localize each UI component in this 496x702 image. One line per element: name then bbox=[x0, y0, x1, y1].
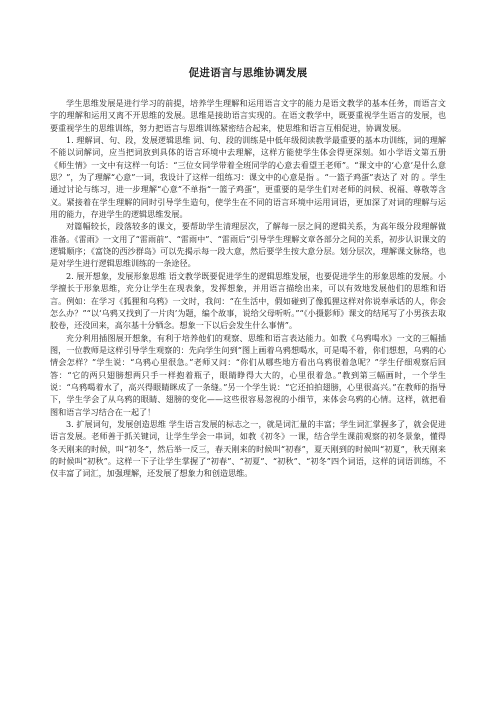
document-body bbox=[50, 97, 446, 480]
paragraph-illustrations: 充分利用插图展开想象，有利于培养他们的观察、思维和语言表达能力。如教《乌鸦喝水》一文的三幅插图，一位教师是这样引导学生观察的：先向学生问到“图上画着乌鸦想喝水，可是喝不着，你们想想，乌鸦的心情会怎样？”学生说：“乌鸦心里很急。”老师又问：“你们从哪些地方看出乌鸦很着急呢？”学生仔细观察后回答：“它的两只翅膀想两只手一样抱着瓶子，眼睛睁得大大的，心里很着急。”教到第三幅画时，一个学生说：“乌鸦喝着水了，高兴得眼睛眯成了一条缝。”另一个学生说：“它还拍拍翅膀，心里很高兴。”在教师的指导下，学生学会了从乌鸦的眼睛、翅膀的变化——这些很容易忽视的小细节，来体会乌鸦的心情。这样，就把看图和语言学习结合在一起了！ bbox=[50, 332, 446, 417]
paragraph-logic-thinking: 1. 理解词、句、段，发展逻辑思维 词、句、段的训练是中低年级阅读教学最重要的基本功训练，词的理解不能以词解词，应当把词放到具体的语言环境中去理解，这样方能使学生体会得更深刻。如小学语文第五册《师生情》一文中有这样一句话：“三位女同学带着全班同学的心意去看望王老师”。“课文中的‘心意’是什么意思？”，为了理解“心意”一词，我设计了这样一组练习：课文中的心意是指 。“一篮子鸡蛋”表达了 对 的 。学生通过讨论与练习，进一步理解“心意”不单指“一篮子鸡蛋”，更重要的是学生们对老师的问候、祝福、尊敬等含义。紧接着在学生理解的同时引导学生造句，使学生在不同的语言环境中运用词语，更加深了对词的理解与运用的能力，存进学生的逻辑思维发展。 bbox=[50, 135, 446, 220]
paragraph-vocabulary: 3. 扩展词句，发展创造思维 学生语言发展的标志之一，就是词汇量的丰富；学生词汇掌握多了，就会促进语言发展。老师善于抓关键词，让学生学会一串词，如教《初冬》一课，结合学生课前观察的初冬景象，懂得冬天刚来的时候，叫“初冬”，然后举一反三，春天刚来的时候叫“初春”，夏天刚到的时候叫“初夏”，秋天刚来的时候叫“初秋”。这样一下子让学生掌握了“初春”、“初夏”、“初秋”、“初冬”四个词语，这样的词语训练，不仅丰富了词汇，加强理解，还发展了想象力和创造思维。 bbox=[50, 418, 446, 479]
paragraph-imagination: 2. 展开想象，发展形象思维 语文教学既要促进学生的逻辑思维发展，也要促进学生的形象思维的发展。小学擅长于形象思维，充分让学生在现表象，发挥想象，并用语言描绘出来，可以有效地发展他们的思维和语言。例如：在学习《狐狸和乌鸦》一文时，我问：“在生活中，假如碰到了像狐狸这样对你说奉承话的人，你会怎么办？”“以‘乌鸦又找到了一片肉’为题，编个故事，说给父母听听。”“《小摄影师》课文的结尾写了小男孩去取胶卷，还没回来，高尔基十分牺念。想象一下以后会发生什么事情”。 bbox=[50, 270, 446, 331]
paragraph-text-structure: 对篇幅较长，段落较多的课文，要帮助学生清理层次，了解每一层之间的逻辑关系，为高年级分段理解做准备。《雷雨》一文用了“雷雨前”、“雷雨中”、“雷雨后”引导学生理解文章各部分之间的关系，初步认识课文的逻辑顺序；《富饶的西沙群岛》可以先揭示每一段大意，然后要学生按大意分层。划分层次，理解课文脉络，也是对学生进行逻辑思维训练的一条途径。 bbox=[50, 221, 446, 269]
document-page bbox=[50, 0, 446, 480]
document-title: 促进语言与思维协调发展 bbox=[188, 67, 308, 79]
paragraph-intro: 学生思维发展是进行学习的前提，培养学生理解和运用语言文字的能力是语文教学的基本任务，而语言文字的理解和运用又离不开思维的发展。思维是接助语言实现的。在语文教学中，既要重视学生语言的发展，也要重视学生的思维训练，努力把语言与思维训练紧密结合起来，使思维和语言互相促进，协调发展。 bbox=[50, 98, 446, 133]
